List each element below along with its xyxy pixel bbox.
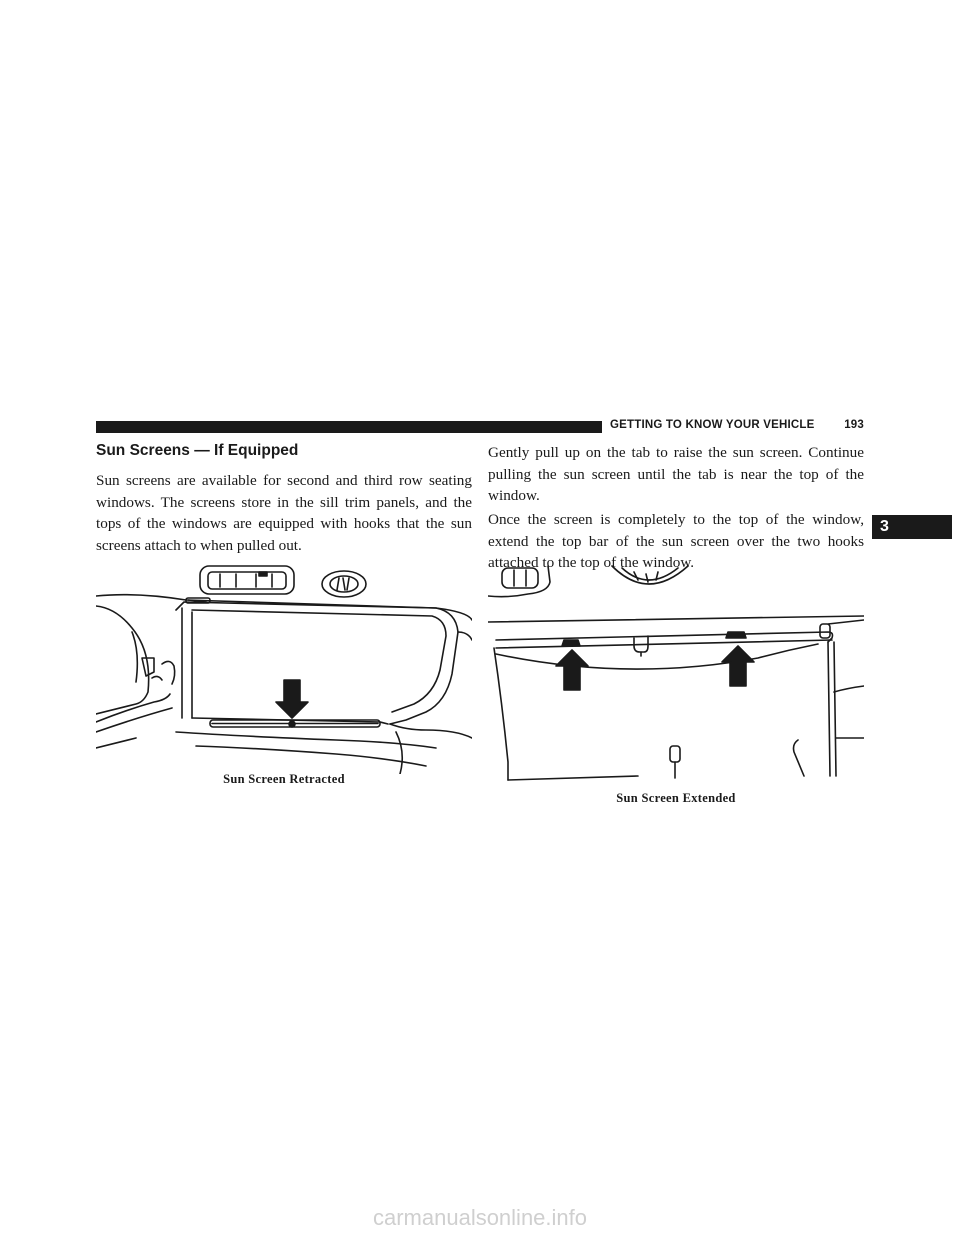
chapter-tab[interactable]: 3 — [872, 515, 952, 539]
extended-caption: Sun Screen Extended — [616, 791, 736, 805]
sun-screen-extended-illustration — [488, 562, 864, 782]
sun-screen-retracted-illustration — [96, 562, 472, 774]
hook-instructions-paragraph: Once the screen is completely to the top of the window, extend the top bar of the sun screen over the two hooks attached to the top of the window. — [488, 511, 864, 571]
running-head — [610, 419, 864, 431]
retracted-caption: Sun Screen Retracted — [223, 772, 345, 786]
header-rule — [96, 421, 602, 433]
intro-paragraph: Sun screens are available for second and third row seating windows. The screens store in the sill trim panels, and the tops of the windows are equipped with hooks that the sun screens attach to when pulled out. — [96, 472, 472, 554]
watermark: carmanualsonline.info — [372, 1205, 588, 1230]
section-heading: Sun Screens — If Equipped — [96, 442, 299, 459]
raise-instructions-paragraph: Gently pull up on the tab to raise the sun screen. Continue pulling the sun screen until the tab is near the top of the window. — [488, 444, 864, 504]
page-number: 193 — [844, 419, 864, 431]
running-title: GETTING TO KNOW YOUR VEHICLE — [610, 419, 815, 431]
